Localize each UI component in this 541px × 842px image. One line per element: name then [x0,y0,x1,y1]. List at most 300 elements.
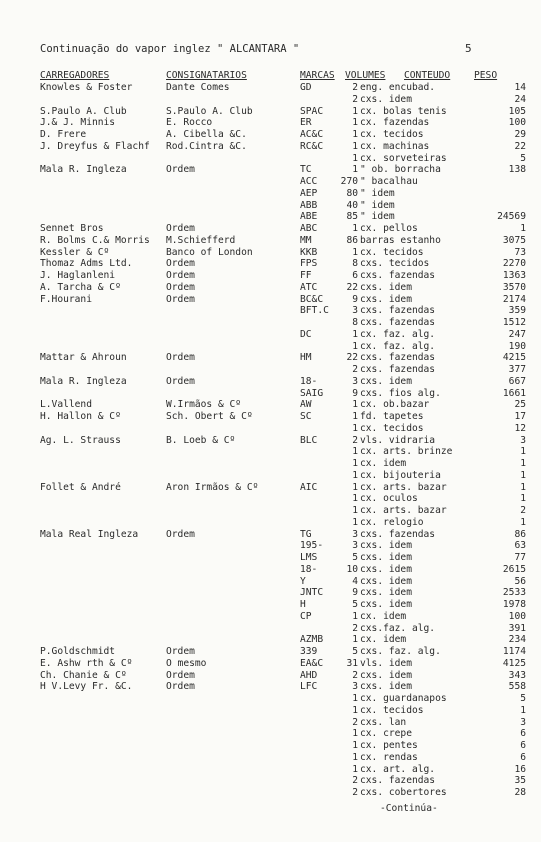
cell-weight: 6 [520,740,526,751]
cell-volumes: 2 [352,775,358,787]
cell-volumes: 22 [346,281,358,293]
cell-contents: cxs. idem [360,575,412,587]
cell-weight: 56 [514,575,526,587]
cell-contents: cx. arts. brinze [360,446,453,458]
cell-weight: 4125 [502,657,526,669]
cell-volumes: 3 [352,305,358,317]
cell-volumes: 270 [340,176,358,187]
table-row [0,658,541,670]
table-row [0,670,541,682]
cell-shipper: D. Frere [40,129,87,140]
table-row [0,611,541,623]
cell-volumes: 8 [352,317,358,328]
cell-weight: 343 [508,669,526,681]
cell-volumes: 2 [352,669,358,681]
table-row [0,235,541,247]
cell-volumes: 1 [352,411,358,422]
cell-marks: ABE [300,211,318,223]
cell-volumes: 1 [352,328,358,340]
cell-weight: 1 [520,446,526,458]
cell-weight: 1 [520,458,526,469]
cell-weight: 1661 [502,387,526,399]
table-row [0,176,541,188]
cell-contents: cx. ob.bazar [360,399,430,411]
table-row [0,458,541,470]
cell-weight: 247 [508,328,526,340]
table-row [0,552,541,564]
table-row [0,693,541,705]
cell-contents: cx. rendas [360,751,418,763]
table-row [0,294,541,306]
cell-marks: 195- [300,540,324,552]
cell-contents: " idem [360,187,395,199]
cell-marks: SPAC [300,105,324,117]
cell-marks: LFC [300,681,318,693]
cell-contents: cx. idem [360,458,407,469]
table-row [0,364,541,376]
cell-weight: 1 [520,469,526,481]
cell-weight: 1174 [502,646,526,657]
page-number: 5 [465,42,472,55]
cell-contents: " ob. borracha [360,164,441,176]
cell-weight: 3 [520,716,526,728]
table-row [0,270,541,282]
cell-volumes: 9 [352,293,358,305]
table-row [0,529,541,541]
cell-consignee: Ordem [166,375,195,387]
cell-weight: 1512 [502,317,526,328]
cell-volumes: 1 [352,223,358,234]
cell-weight: 1 [520,516,526,528]
table-row [0,223,541,235]
table-row [0,446,541,458]
table-row [0,717,541,729]
cell-volumes: 86 [346,234,358,246]
cell-weight: 16 [514,763,526,775]
cell-volumes: 2 [352,787,358,798]
cell-marks: AC&C [300,129,324,140]
table-row [0,505,541,517]
cell-marks: 18- [300,563,318,575]
cell-marks: FPS [300,258,318,270]
cell-contents: vls. idem [360,657,412,669]
cell-weight: 1 [520,481,526,493]
cell-volumes: 9 [352,387,358,399]
cell-volumes: 1 [352,740,358,751]
cell-weight: 63 [514,540,526,552]
cell-contents: cxs. idem [360,281,412,293]
column-header-marks: MARCAS [300,70,335,81]
cell-contents: cxs. fazendas [360,352,436,364]
cell-weight: 73 [514,246,526,258]
cell-volumes: 1 [352,246,358,258]
cell-contents: cx. idem [360,634,407,646]
cell-volumes: 1 [352,751,358,763]
cell-weight: 138 [508,164,526,176]
cell-volumes: 1 [352,422,358,434]
cell-weight: 4215 [502,352,526,364]
table-row [0,787,541,799]
cell-shipper: J.& J. Minnis [40,117,116,129]
cell-weight: 12 [514,422,526,434]
cell-weight: 24569 [497,211,526,223]
table-row [0,599,541,611]
cell-shipper: F.Hourani [40,293,92,305]
table-row [0,681,541,693]
cell-shipper: A. Tarcha & Cº [40,281,121,293]
cell-consignee: B. Loeb & Cº [166,434,236,446]
table-row [0,329,541,341]
continued-note: -Continúa- [380,803,438,814]
cell-contents: eng. encubad. [360,82,436,93]
cell-weight: 2270 [502,258,526,270]
column-header-weight: PESO [474,70,498,81]
cell-consignee: Ordem [166,669,195,681]
cell-weight: 391 [508,622,526,634]
cell-marks: AIC [300,481,318,493]
cell-contents: cx. tecidos [360,246,424,258]
cell-volumes: 2 [352,82,358,93]
column-header-contents: CONTEUDO [404,70,451,81]
cell-marks: Y [300,575,306,587]
cell-shipper: R. Bolms C.& Morris [40,234,150,246]
cell-contents: fd. tapetes [360,411,424,422]
cell-weight: 24 [514,93,526,105]
cell-volumes: 9 [352,587,358,599]
cell-contents: cxs. fazendas [360,317,436,328]
cell-weight: 190 [508,340,526,352]
cell-volumes: 8 [352,258,358,270]
cell-shipper: Mala R. Ingleza [40,375,127,387]
cell-shipper: Ch. Chanie & Cº [40,669,127,681]
cell-contents: cx. relogio [360,516,424,528]
cell-weight: 2533 [502,587,526,599]
table-row [0,305,541,317]
table-row [0,564,541,576]
cell-weight: 1 [520,704,526,716]
cell-volumes: 5 [352,599,358,610]
cell-weight: 100 [508,117,526,129]
cell-marks: 18- [300,375,318,387]
cell-volumes: 1 [352,481,358,493]
cell-marks: GD [300,82,312,93]
table-row [0,423,541,435]
cell-volumes: 2 [352,93,358,105]
cell-shipper: Thomaz Adms Ltd. [40,258,133,270]
cell-consignee: W.Irmãos & Cº [166,399,242,411]
cell-marks: ACC [300,176,318,187]
cell-marks: AZMB [300,634,324,646]
cell-marks: SAIG [300,387,324,399]
cell-contents: barras estanho [360,234,441,246]
cell-contents: cxs. fazendas [360,305,436,317]
cell-marks: TC [300,164,312,176]
cell-weight: 667 [508,375,526,387]
cell-shipper: H V.Levy Fr. &C. [40,681,133,693]
cell-consignee: M.Schiefferd [166,234,236,246]
cell-weight: 2615 [502,563,526,575]
cell-weight: 29 [514,129,526,140]
cell-shipper: J. Haglanleni [40,270,116,281]
cell-contents: cx. faz. alg. [360,340,436,352]
cell-contents: cxs. idem [360,563,412,575]
cell-marks: ATC [300,281,318,293]
cell-contents: cxs. fios alg. [360,387,441,399]
cell-contents: cx. pentes [360,740,418,751]
cell-volumes: 1 [352,399,358,411]
cell-contents: cx. pellos [360,223,418,234]
cell-shipper: P.Goldschmidt [40,646,116,657]
table-row [0,576,541,588]
cell-shipper: S.Paulo A. Club [40,105,127,117]
cell-shipper: Knowles & Foster [40,82,133,93]
cell-volumes: 85 [346,211,358,223]
cell-contents: cx. fazendas [360,117,430,129]
cell-weight: 86 [514,528,526,540]
cell-contents: cxs. idem [360,540,412,552]
cell-weight: 1363 [502,270,526,281]
table-row [0,493,541,505]
cell-consignee: Ordem [166,352,195,364]
cell-consignee: Ordem [166,281,195,293]
cell-volumes: 6 [352,270,358,281]
cell-volumes: 10 [346,563,358,575]
cell-consignee: Aron Irmãos & Cº [166,481,259,493]
cell-marks: BLC [300,434,318,446]
cell-weight: 1978 [502,599,526,610]
cell-contents: cxs. idem [360,599,412,610]
cell-weight: 377 [508,364,526,375]
cell-marks: ER [300,117,312,129]
table-row [0,540,541,552]
cell-shipper: E. Ashw rth & Cº [40,657,133,669]
cell-shipper: Kessler & Cº [40,246,110,258]
cell-contents: cxs. idem [360,587,412,599]
table-row [0,775,541,787]
cell-contents: cx. tecidos [360,129,424,140]
cell-contents: cxs. fazendas [360,270,436,281]
cell-consignee: Dante Comes [166,82,230,93]
cell-volumes: 2 [352,716,358,728]
cell-contents: " idem [360,211,395,223]
cell-consignee: Sch. Obert & Cº [166,411,253,422]
cell-volumes: 1 [352,763,358,775]
cell-consignee: Rod.Cintra &C. [166,140,247,152]
cell-marks: RC&C [300,140,324,152]
cell-contents: cx. guardanapos [360,693,447,704]
table-row [0,634,541,646]
cell-weight: 3 [520,434,526,446]
cell-contents: cx. bolas tenis [360,105,447,117]
cell-contents: cxs. fazendas [360,775,436,787]
cell-marks: ABC [300,223,318,234]
cell-marks: SC [300,411,312,422]
table-row [0,752,541,764]
table-row [0,399,541,411]
cell-consignee: Ordem [166,223,195,234]
column-header-volumes: VOLUMES [345,70,386,81]
table-row [0,587,541,599]
cell-shipper: Ag. L. Strauss [40,434,121,446]
cell-marks: BFT.C [300,305,329,317]
cell-volumes: 2 [352,364,358,375]
cell-volumes: 3 [352,540,358,552]
cell-contents: cx. oculos [360,493,418,505]
cell-volumes: 1 [352,129,358,140]
column-header-shippers: CARREGADORES [40,70,110,81]
cell-weight: 3570 [502,281,526,293]
cell-marks: ABB [300,199,318,211]
cell-shipper: L.Vallend [40,399,92,411]
cell-contents: cx. idem [360,610,407,622]
cell-consignee: Ordem [166,270,195,281]
cell-contents: cxs. fazendas [360,364,436,375]
table-row [0,247,541,259]
cell-weight: 558 [508,681,526,693]
cell-consignee: A. Cibella &C. [166,129,247,140]
cell-shipper: Follet & André [40,481,121,493]
cell-weight: 3075 [502,234,526,246]
table-row [0,740,541,752]
cell-weight: 28 [514,787,526,798]
cell-volumes: 3 [352,528,358,540]
cell-marks: AEP [300,187,318,199]
cell-volumes: 1 [352,164,358,176]
table-row [0,282,541,294]
cell-weight: 77 [514,552,526,563]
cell-contents: cxs. idem [360,375,412,387]
table-row [0,153,541,165]
cell-volumes: 1 [352,704,358,716]
cell-weight: 6 [520,751,526,763]
table-row [0,517,541,529]
cell-marks: FF [300,270,312,281]
cell-consignee: S.Paulo A. Club [166,105,253,117]
table-row [0,376,541,388]
cell-volumes: 3 [352,681,358,693]
cell-contents: cxs. faz. alg. [360,646,441,657]
cell-weight: 1 [520,223,526,234]
cell-consignee: Ordem [166,164,195,176]
table-row [0,164,541,176]
cell-consignee: Ordem [166,258,195,270]
cell-shipper: Mala R. Ingleza [40,164,127,176]
cell-marks: DC [300,328,312,340]
table-row [0,705,541,717]
cell-marks: EA&C [300,657,324,669]
cell-weight: 14 [514,82,526,93]
cell-contents: cx. machinas [360,140,430,152]
table-row [0,623,541,635]
table-row [0,188,541,200]
cell-consignee: Ordem [166,293,195,305]
cell-volumes: 1 [352,505,358,516]
cell-volumes: 1 [352,610,358,622]
cell-marks: LMS [300,552,318,563]
cell-volumes: 1 [352,152,358,164]
cell-contents: cxs. idem [360,293,412,305]
cell-volumes: 1 [352,340,358,352]
cell-contents: cxs. tecidos [360,258,430,270]
table-row [0,388,541,400]
table-row [0,258,541,270]
cell-contents: cx. faz. alg. [360,328,436,340]
cell-marks: MM [300,234,312,246]
cell-contents: cxs. idem [360,552,412,563]
cell-volumes: 1 [352,728,358,740]
table-row [0,211,541,223]
table-row [0,435,541,447]
cell-weight: 17 [514,411,526,422]
cell-contents: vls. vidraria [360,434,436,446]
cell-weight: 1 [520,493,526,505]
cell-contents: cx. art. alg. [360,763,436,775]
cell-marks: KKB [300,246,318,258]
cell-contents: cx. arts. bazar [360,481,447,493]
cell-marks: TG [300,528,312,540]
cell-contents: cx. sorveteiras [360,152,447,164]
table-row [0,200,541,212]
cell-marks: JNTC [300,587,324,599]
table-row [0,129,541,141]
cell-consignee: Ordem [166,528,195,540]
cell-weight: 2174 [502,293,526,305]
cell-shipper: Sennet Bros [40,223,104,234]
cell-volumes: 1 [352,105,358,117]
cell-weight: 25 [514,399,526,411]
cell-volumes: 1 [352,693,358,704]
cell-volumes: 22 [346,352,358,364]
cell-consignee: Banco of London [166,246,253,258]
page-heading: Continuação do vapor inglez " ALCANTARA " [40,43,300,55]
cell-volumes: 40 [346,199,358,211]
cell-volumes: 1 [352,634,358,646]
cell-marks: HM [300,352,312,364]
cell-shipper: H. Hallon & Cº [40,411,121,422]
cell-volumes: 80 [346,187,358,199]
cell-weight: 35 [514,775,526,787]
cell-consignee: E. Rocco [166,117,213,129]
table-row [0,341,541,353]
cell-weight: 100 [508,610,526,622]
cell-marks: BC&C [300,293,324,305]
cell-weight: 2 [520,505,526,516]
table-row [0,141,541,153]
cell-shipper: Mala Real Ingleza [40,528,139,540]
cell-volumes: 1 [352,446,358,458]
cell-contents: cxs. fazendas [360,528,436,540]
cell-shipper: Mattar & Ahroun [40,352,127,364]
cell-volumes: 1 [352,469,358,481]
cell-contents: cx. tecidos [360,422,424,434]
table-row [0,317,541,329]
cell-contents: " bacalhau [360,176,418,187]
cell-marks: H [300,599,306,610]
cell-weight: 6 [520,728,526,740]
cell-contents: cxs. cobertores [360,787,447,798]
cell-weight: 5 [520,152,526,164]
cell-contents: cx. tecidos [360,704,424,716]
cell-contents: cx. crepe [360,728,412,740]
cell-volumes: 1 [352,458,358,469]
cell-volumes: 5 [352,552,358,563]
cell-volumes: 1 [352,493,358,505]
table-row [0,94,541,106]
cell-weight: 5 [520,693,526,704]
cell-volumes: 4 [352,575,358,587]
table-row [0,646,541,658]
cell-contents: cxs. idem [360,681,412,693]
